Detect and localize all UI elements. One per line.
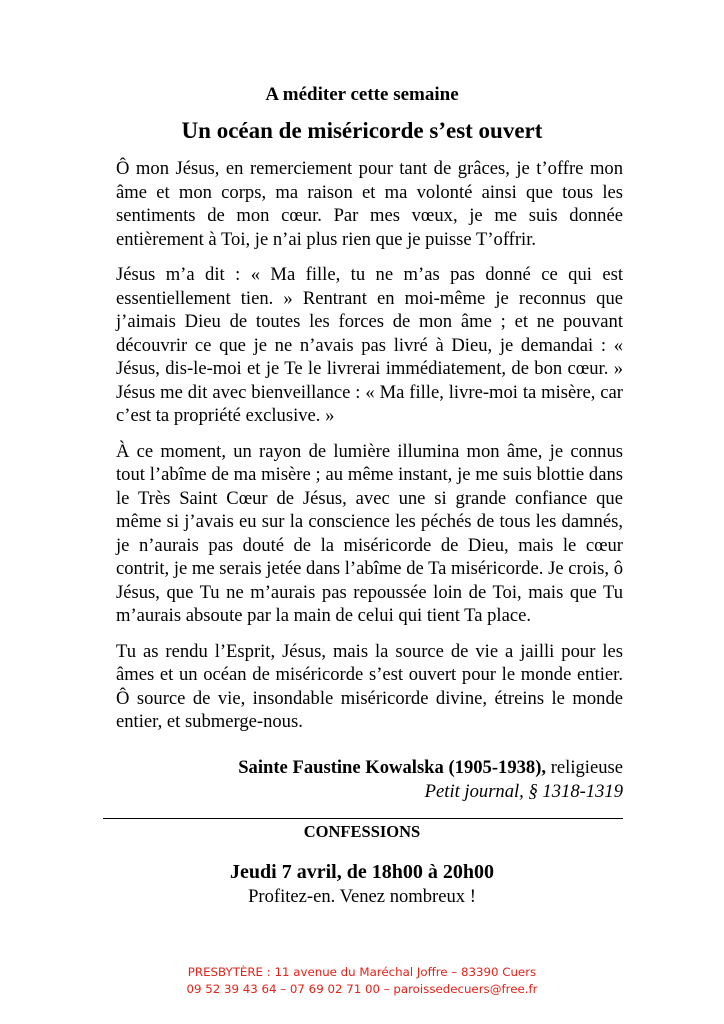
section-kicker: A méditer cette semaine bbox=[265, 84, 459, 105]
paragraph-4: Tu as rendu l’Esprit, Jésus, mais la source de vie a jailli pour les âmes et un océan de miséricorde s’est ouvert pour le monde entier. Ô source de vie, insondable miséricorde divine, étreins le monde entier, et submerge-nous. bbox=[116, 640, 623, 732]
author-name: Sainte Faustine Kowalska (1905-1938), bbox=[238, 757, 547, 778]
page-title: Un océan de miséricorde s’est ouvert bbox=[181, 118, 543, 143]
footer-address: PRESBYTÈRE : 11 avenue du Maréchal Joffre – 83390 Cuers bbox=[187, 965, 537, 979]
paragraph-2: Jésus m’a dit : « Ma fille, tu ne m’as pas donné ce qui est essentiellement tien. » Rentrant en moi-même je reconnus que j’aimais Dieu de toutes les forces de mon âme ; et ne pouvant découvrir ce que je ne n’avais pas livré à Dieu, je demandai : « Jésus, dis-le-moi et je Te le livrerai immédiatement, de bon cœur. » Jésus me dit avec bienveillance : « Ma fille, livre-moi ta misère, car c’est ta propriété exclusive. » bbox=[116, 264, 623, 426]
paragraph-3: À ce moment, un rayon de lumière illumina mon âme, je connus tout l’abîme de ma misère ; au même instant, je me suis blottie dans le Très Saint Cœur de Jésus, avec une si grande confiance que même si j’avais eu sur la conscience les péchés de tous les damnés, je n’aurais pas douté de la miséricorde de Dieu, mais le cœur contrit, je me serais jetée dans l’abîme de Ta miséricorde. Je crois, ô Jésus, que Tu ne m’aurais pas repoussée loin de Toi, mais que Tu m’aurais absoute par la main de celui qui tient Ta place. bbox=[116, 440, 623, 626]
signature-line bbox=[238, 756, 623, 780]
meditation-text bbox=[116, 157, 623, 746]
divider bbox=[103, 818, 623, 819]
paragraph-1: Ô mon Jésus, en remerciement pour tant de grâces, je t’offre mon âme et mon corps, ma raison et ma volonté ainsi que tous les sentiments de mon cœur. Par mes vœux, je me suis donnée entièrement à Toi, je n’ai plus rien que je puisse T’offrir. bbox=[116, 158, 623, 250]
announcement-date: Jeudi 7 avril, de 18h00 à 20h00 bbox=[230, 861, 494, 883]
announcement-heading: CONFESSIONS bbox=[303, 822, 421, 841]
author-role: religieuse bbox=[546, 757, 623, 778]
contact-footer bbox=[0, 964, 724, 998]
signature-block bbox=[238, 756, 623, 804]
announcement-note: Profitez-en. Venez nombreux ! bbox=[248, 886, 476, 907]
source-reference: Petit journal, § 1318-1319 bbox=[424, 781, 623, 802]
footer-contact: 09 52 39 43 64 – 07 69 02 71 00 – paroissedecuers@free.fr bbox=[186, 982, 538, 996]
